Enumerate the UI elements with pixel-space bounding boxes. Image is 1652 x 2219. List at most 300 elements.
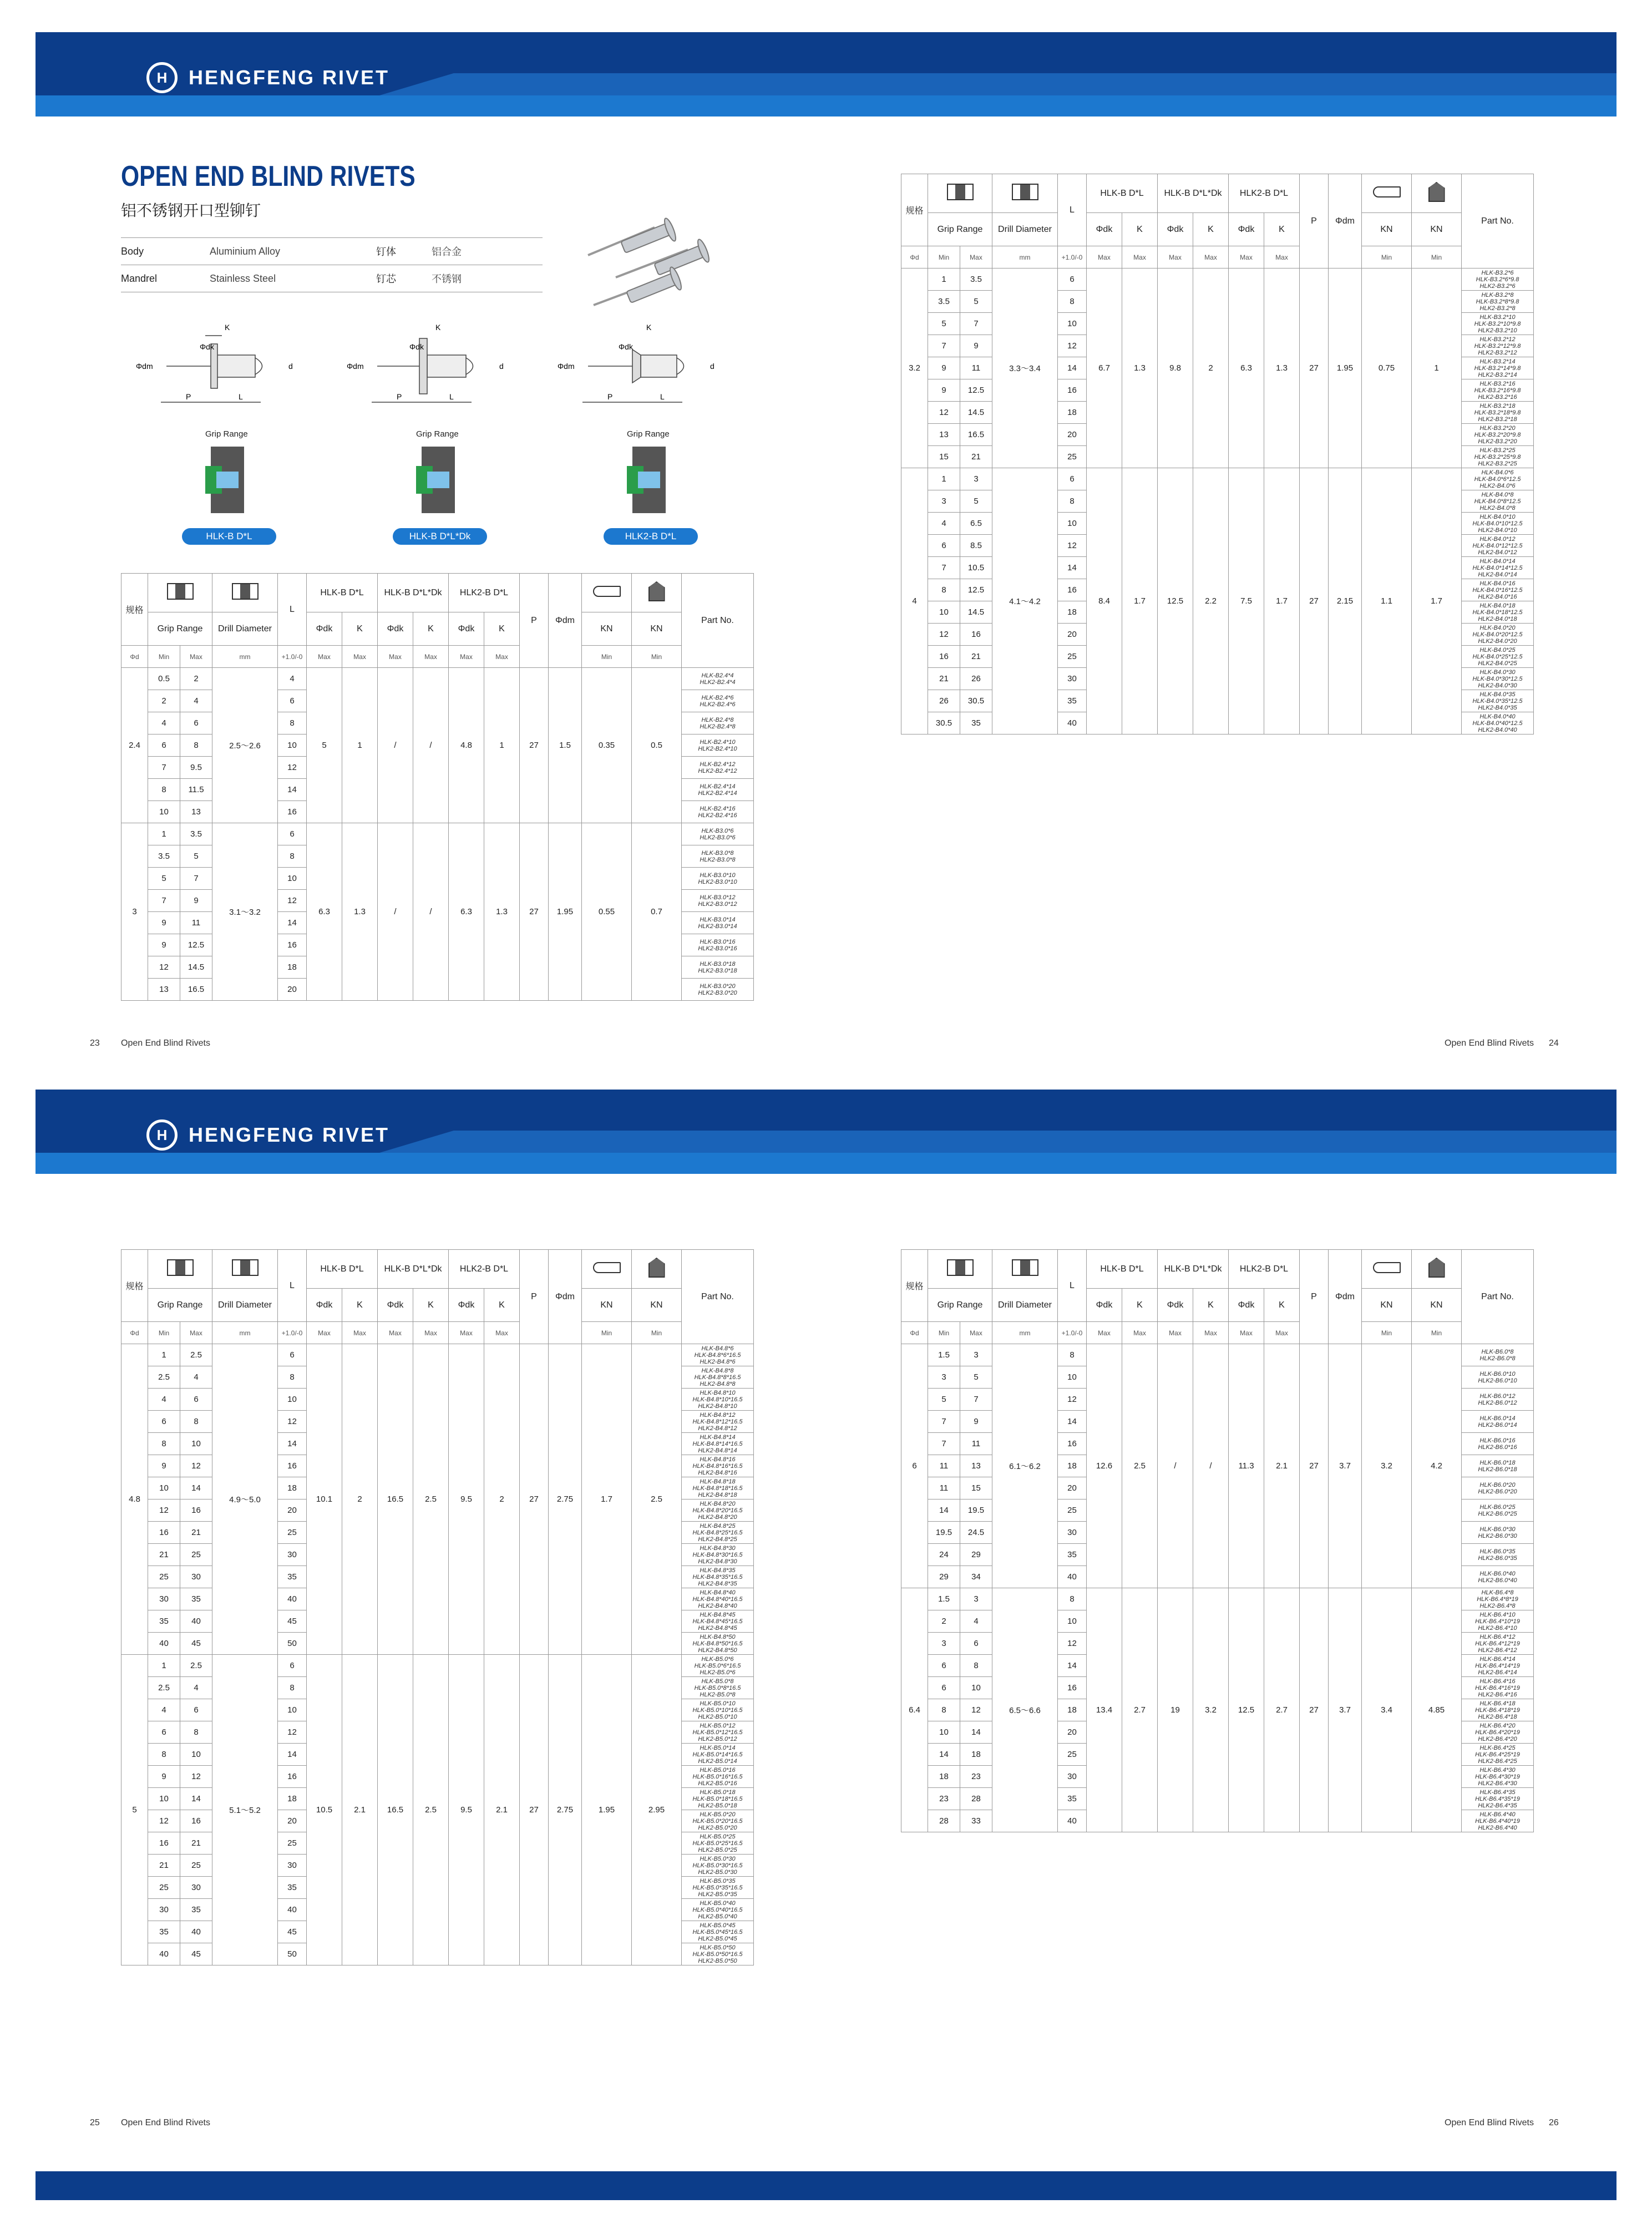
dk1-cell: 5 (307, 668, 342, 823)
header-max: Max (1122, 1322, 1158, 1344)
length-cell: 25 (278, 1832, 307, 1855)
part-number: HLK-B6.4*35 (1479, 1789, 1516, 1796)
length-cell: 6 (278, 690, 307, 712)
part-no-cell (682, 1721, 754, 1744)
part-number: HLK-B5.0*25 (700, 1833, 736, 1840)
part-number: HLK2-B4.0*14 (1478, 571, 1517, 578)
length-cell: 10 (278, 868, 307, 890)
length-cell: 12 (278, 1411, 307, 1433)
diameter-cell: 4 (901, 468, 928, 734)
grip-min-cell: 12 (148, 1810, 180, 1832)
grip-range-icon (148, 1250, 212, 1289)
part-number: HLK-B5.0*18*16.5 (692, 1795, 743, 1802)
part-number: HLK2-B3.2*8 (1479, 305, 1516, 312)
part-number: HLK-B6.4*12*19 (1475, 1640, 1520, 1647)
header-k: K (1264, 213, 1300, 246)
part-no-cell (1462, 1699, 1534, 1721)
length-cell: 8 (278, 712, 307, 734)
part-number: HLK-B4.8*8*16.5 (694, 1374, 741, 1381)
page-title: OPEN END BLIND RIVETS (121, 160, 415, 192)
grip-min-cell: 19.5 (928, 1522, 960, 1544)
part-no-cell (1462, 1721, 1534, 1744)
grip-min-cell: 1.5 (928, 1344, 960, 1366)
dim-l: L (239, 392, 243, 401)
second-banner (36, 1090, 1616, 1174)
shear-icon (582, 574, 632, 612)
grip-max-cell: 23 (960, 1766, 992, 1788)
dk1-cell: 13.4 (1087, 1588, 1122, 1832)
part-number: HLK2-B5.0*40 (698, 1913, 737, 1920)
part-number: HLK-B2.4*14 (700, 783, 736, 790)
part-number: HLK-B5.0*30*16.5 (692, 1862, 743, 1869)
grip-max-cell: 5 (960, 1366, 992, 1389)
part-number: HLK2-B4.0*8 (1479, 504, 1516, 511)
header-max: Max (449, 1322, 484, 1344)
length-cell: 16 (278, 801, 307, 823)
length-cell: 40 (1058, 1810, 1087, 1832)
grip-max-cell: 4 (180, 1366, 212, 1389)
grip-min-cell: 3.5 (148, 845, 180, 868)
part-number: HLK2-B3.2*6 (1479, 282, 1516, 290)
p-cell: 27 (520, 668, 549, 823)
grip-range-icon (928, 174, 992, 213)
spec-value-cn: 铝合金 (432, 246, 462, 257)
grip-max-cell: 14 (180, 1477, 212, 1499)
grip-max-cell: 16 (180, 1810, 212, 1832)
header-part-no: Part No. (1462, 174, 1534, 268)
grip-min-cell: 13 (928, 424, 960, 446)
part-number: HLK2-B5.0*50 (698, 1957, 737, 1964)
kn1-cell: 0.35 (582, 668, 632, 823)
part-number: HLK-B4.0*40 (1479, 713, 1516, 720)
grip-max-cell: 10 (180, 1433, 212, 1455)
dim-p: P (607, 392, 613, 401)
part-number: HLK-B3.2*12*9.8 (1474, 342, 1521, 349)
part-number: HLK-B5.0*40 (700, 1899, 736, 1907)
part-no-cell (1462, 1544, 1534, 1566)
length-cell: 50 (278, 1633, 307, 1655)
part-no-cell (1462, 1455, 1534, 1477)
part-number: HLK-B4.8*10 (700, 1389, 736, 1396)
part-no-cell (682, 712, 754, 734)
part-no-cell (682, 757, 754, 779)
part-number: HLK-B4.0*10*12.5 (1472, 520, 1523, 527)
dk3-cell: 9.5 (449, 1344, 484, 1655)
grip-max-cell: 2.5 (180, 1344, 212, 1366)
part-no-cell (1462, 1810, 1534, 1832)
length-cell: 8 (278, 1677, 307, 1699)
k1-cell: 2.5 (1122, 1344, 1158, 1588)
part-no-cell (1462, 1633, 1534, 1655)
part-number: HLK2-B4.8*35 (698, 1580, 737, 1587)
length-cell: 25 (1058, 1499, 1087, 1522)
part-number: HLK2-B6.0*14 (1478, 1421, 1517, 1428)
spec-key: Mandrel (121, 272, 158, 284)
table-row (121, 823, 754, 845)
part-number: HLK2-B4.8*20 (698, 1513, 737, 1521)
grip-min-cell: 12 (148, 956, 180, 979)
part-number: HLK2-B2.4*4 (700, 678, 736, 686)
part-number: HLK2-B4.8*16 (698, 1469, 737, 1476)
dim-phidk: Φdk (409, 342, 424, 351)
part-number: HLK-B5.0*8 (701, 1678, 734, 1685)
part-number: HLK2-B3.0*10 (698, 878, 737, 885)
kn1-cell: 1.95 (582, 1655, 632, 1965)
length-cell: 6 (278, 1655, 307, 1677)
grip-max-cell: 11 (960, 357, 992, 379)
header-phidm: Φdm (549, 574, 582, 668)
grip-min-cell: 3 (928, 490, 960, 513)
top-banner (36, 32, 1616, 116)
part-number: HLK-B4.8*6*16.5 (694, 1351, 741, 1359)
grip-max-cell: 40 (180, 1921, 212, 1943)
part-no-cell (682, 845, 754, 868)
part-number: HLK2-B6.4*18 (1478, 1713, 1517, 1720)
part-number: HLK2-B2.4*12 (698, 767, 737, 774)
header-kn: KN (1412, 1289, 1462, 1322)
header-max: Max (378, 646, 413, 668)
grip-max-cell: 6 (960, 1633, 992, 1655)
part-number: HLK2-B6.4*12 (1478, 1646, 1517, 1654)
header-min: Min (1412, 1322, 1462, 1344)
rivet-diagram-2 (338, 319, 521, 430)
grip-min-cell: 26 (928, 690, 960, 712)
length-cell: 25 (1058, 646, 1087, 668)
rivet-diagram-1 (128, 319, 311, 430)
grip-min-cell: 9 (928, 357, 960, 379)
grip-max-cell: 25 (180, 1544, 212, 1566)
dim-k: K (225, 323, 230, 332)
dk1-cell: 10.5 (307, 1655, 342, 1965)
grip-min-cell: 30.5 (928, 712, 960, 734)
header-max: Max (1229, 246, 1264, 268)
part-number: HLK2-B6.0*16 (1478, 1443, 1517, 1451)
part-number: HLK-B4.8*45 (700, 1611, 736, 1618)
part-no-cell (682, 890, 754, 912)
header-max: Max (1264, 246, 1300, 268)
part-number: HLK2-B6.4*16 (1478, 1691, 1517, 1698)
part-number: HLK2-B4.8*40 (698, 1602, 737, 1609)
part-number: HLK-B4.8*30 (700, 1544, 736, 1552)
part-number: HLK2-B3.0*16 (698, 945, 737, 952)
part-number: HLK-B4.0*35 (1479, 691, 1516, 698)
header-grip-range: Grip Range (928, 213, 992, 246)
length-cell: 18 (278, 1788, 307, 1810)
part-number: HLK2-B3.0*6 (700, 834, 736, 841)
part-number: HLK-B6.4*18 (1479, 1700, 1516, 1707)
part-no-cell (682, 934, 754, 956)
grip-min-cell: 6 (148, 1411, 180, 1433)
part-number: HLK-B5.0*16*16.5 (692, 1773, 743, 1780)
k3-cell: 1.3 (1264, 268, 1300, 468)
header-max: Max (1158, 246, 1193, 268)
part-number: HLK-B5.0*25*16.5 (692, 1840, 743, 1847)
length-cell: 30 (278, 1855, 307, 1877)
part-number: HLK2-B4.0*40 (1478, 726, 1517, 733)
dm-cell: 1.95 (1329, 268, 1362, 468)
grip-min-cell: 10 (148, 801, 180, 823)
part-number: HLK2-B3.0*20 (698, 989, 737, 996)
page-number-26: 26 (1549, 2118, 1559, 2127)
part-number: HLK-B4.8*40*16.5 (692, 1595, 743, 1603)
part-number: HLK2-B5.0*25 (698, 1846, 737, 1853)
part-no-cell (1462, 1744, 1534, 1766)
header-hlk-b: HLK-B D*L (1087, 174, 1158, 213)
part-number: HLK2-B5.0*30 (698, 1868, 737, 1876)
dk3-cell: 4.8 (449, 668, 484, 823)
grip-min-cell: 12 (928, 624, 960, 646)
diameter-cell: 2.4 (121, 668, 148, 823)
part-number: HLK-B3.2*18 (1479, 402, 1516, 409)
part-number: HLK-B4.8*12*16.5 (692, 1418, 743, 1425)
length-cell: 45 (278, 1610, 307, 1633)
part-no-cell (1462, 446, 1534, 468)
part-number: HLK-B4.8*14 (700, 1433, 736, 1441)
part-no-cell (682, 1744, 754, 1766)
part-no-cell (1462, 357, 1534, 379)
grip-min-cell: 11 (928, 1455, 960, 1477)
grip-min-cell: 5 (928, 1389, 960, 1411)
header-max: Max (307, 1322, 342, 1344)
k2-cell: 2.5 (413, 1655, 449, 1965)
dk1-cell: 10.1 (307, 1344, 342, 1655)
grip-min-cell: 3 (928, 1366, 960, 1389)
k1-cell: 2.1 (342, 1655, 378, 1965)
drill-diameter-icon (212, 1250, 278, 1289)
brand (146, 1119, 389, 1151)
kn2-cell: 0.7 (632, 823, 682, 1001)
part-number: HLK-B2.4*12 (700, 761, 736, 768)
part-no-cell (682, 1588, 754, 1610)
header-guige: 规格 (121, 574, 148, 646)
part-no-cell (682, 1877, 754, 1899)
header-part-no: Part No. (1462, 1250, 1534, 1344)
header-phidk: Φdk (1158, 213, 1193, 246)
part-no-cell (1462, 468, 1534, 490)
part-number: HLK2-B5.0*45 (698, 1935, 737, 1942)
part-number: HLK-B4.0*8 (1481, 491, 1514, 498)
grip-min-cell: 7 (148, 890, 180, 912)
length-cell: 14 (278, 912, 307, 934)
part-number: HLK2-B5.0*14 (698, 1757, 737, 1765)
header-max: Max (1087, 246, 1122, 268)
part-no-cell (1462, 668, 1534, 690)
grip-max-cell: 14.5 (180, 956, 212, 979)
header-p: P (520, 1250, 549, 1344)
spec-key-cn: 钉芯 (376, 273, 396, 285)
part-number: HLK-B5.0*18 (700, 1789, 736, 1796)
dk2-cell: 16.5 (378, 1344, 413, 1655)
part-number: HLK2-B4.0*10 (1478, 526, 1517, 534)
length-cell: 12 (278, 1721, 307, 1744)
part-number: HLK-B6.0*25 (1479, 1503, 1516, 1511)
header-k: K (1193, 213, 1229, 246)
dim-d: d (288, 362, 293, 371)
dm-cell: 1.95 (549, 823, 582, 1001)
grip-min-cell: 3 (928, 1633, 960, 1655)
part-number: HLK-B5.0*10*16.5 (692, 1706, 743, 1714)
grip-min-cell: 21 (148, 1544, 180, 1566)
material-spec (121, 237, 543, 292)
part-number: HLK-B4.0*35*12.5 (1472, 697, 1523, 705)
grip-max-cell: 14 (960, 1721, 992, 1744)
k1-cell: 1 (342, 668, 378, 823)
part-no-cell (682, 1655, 754, 1677)
k1-cell: 2.7 (1122, 1588, 1158, 1832)
table-row (901, 268, 1534, 291)
grip-min-cell: 4 (148, 1389, 180, 1411)
header-min: Min (148, 646, 180, 668)
part-number: HLK-B5.0*40*16.5 (692, 1906, 743, 1913)
part-number: HLK2-B6.4*40 (1478, 1824, 1517, 1831)
shear-icon (1362, 1250, 1412, 1289)
part-no-cell (1462, 624, 1534, 646)
drill-cell: 4.9～5.0 (212, 1344, 278, 1655)
p-cell: 27 (520, 1655, 549, 1965)
part-no-cell (682, 1389, 754, 1411)
grip-min-cell: 1.5 (928, 1588, 960, 1610)
k3-cell: 2.7 (1264, 1588, 1300, 1832)
diameter-cell: 3 (121, 823, 148, 1001)
length-cell: 4 (278, 668, 307, 690)
drill-diameter-icon (212, 574, 278, 612)
part-no-cell (1462, 1499, 1534, 1522)
table-row (121, 1344, 754, 1366)
header-tolerance: +1.0/-0 (278, 1322, 307, 1344)
part-number: HLK-B4.8*50 (700, 1633, 736, 1640)
part-no-cell (682, 1544, 754, 1566)
length-cell: 8 (278, 1366, 307, 1389)
part-number: HLK-B6.0*16 (1479, 1437, 1516, 1444)
part-no-cell (1462, 313, 1534, 335)
header-min: Min (582, 646, 632, 668)
k2-cell: / (413, 823, 449, 1001)
grip-min-cell: 7 (928, 557, 960, 579)
part-number: HLK-B4.0*25*12.5 (1472, 653, 1523, 660)
length-cell: 10 (278, 1699, 307, 1721)
header-hlk2-b: HLK2-B D*L (449, 1250, 520, 1289)
header-min: Min (148, 1322, 180, 1344)
spec-value: Stainless Steel (210, 272, 276, 284)
header-tolerance: +1.0/-0 (1058, 1322, 1087, 1344)
spec-key: Body (121, 245, 144, 257)
header-p: P (1300, 174, 1329, 268)
part-number: HLK-B5.0*35 (700, 1877, 736, 1884)
kn2-cell: 4.2 (1412, 1344, 1462, 1588)
header-hlk-b: HLK-B D*L (1087, 1250, 1158, 1289)
part-number: HLK-B4.8*20 (700, 1500, 736, 1507)
part-number: HLK-B5.0*50*16.5 (692, 1951, 743, 1958)
grip-min-cell: 14 (928, 1744, 960, 1766)
length-cell: 16 (1058, 1677, 1087, 1699)
part-no-cell (1462, 535, 1534, 557)
header-hlk-b: HLK-B D*L (307, 1250, 378, 1289)
length-cell: 35 (1058, 1788, 1087, 1810)
header-hlk-b: HLK-B D*L (307, 574, 378, 612)
part-no-cell (682, 1943, 754, 1965)
drill-diameter-icon (992, 174, 1058, 213)
grip-min-cell: 0.5 (148, 668, 180, 690)
grip-max-cell: 2 (180, 668, 212, 690)
header-kn: KN (1362, 1289, 1412, 1322)
part-number: HLK-B3.0*6 (701, 827, 734, 834)
grip-min-cell: 18 (928, 1766, 960, 1788)
grip-max-cell: 12.5 (960, 579, 992, 601)
part-no-cell (1462, 646, 1534, 668)
grip-max-cell: 25 (180, 1855, 212, 1877)
part-no-cell (682, 1810, 754, 1832)
dm-cell: 2.75 (549, 1655, 582, 1965)
part-number: HLK-B4.0*18*12.5 (1472, 609, 1523, 616)
grip-min-cell: 12 (148, 1499, 180, 1522)
length-cell: 8 (278, 845, 307, 868)
part-number: HLK2-B5.0*12 (698, 1735, 737, 1742)
part-no-cell (1462, 712, 1534, 734)
grip-min-cell: 25 (148, 1877, 180, 1899)
part-number: HLK2-B4.8*25 (698, 1536, 737, 1543)
part-number: HLK-B4.0*6*12.5 (1474, 475, 1521, 483)
dk1-cell: 8.4 (1087, 468, 1122, 734)
grip-label-2: Grip Range (416, 429, 459, 439)
part-number: HLK2-B6.0*10 (1478, 1377, 1517, 1384)
dim-l: L (660, 392, 665, 401)
part-no-cell (1462, 424, 1534, 446)
grip-min-cell: 6 (148, 734, 180, 757)
spec-table-p24 (901, 174, 1534, 734)
part-no-cell (1462, 1677, 1534, 1699)
part-no-cell (682, 1699, 754, 1721)
grip-max-cell: 24.5 (960, 1522, 992, 1544)
rivet-photo-image (577, 211, 727, 311)
grip-max-cell: 4 (180, 1677, 212, 1699)
grip-min-cell: 16 (148, 1832, 180, 1855)
header-hlk-b-dk: HLK-B D*L*Dk (1158, 1250, 1229, 1289)
part-number: HLK2-B2.4*10 (698, 745, 737, 752)
part-number: HLK2-B3.0*12 (698, 900, 737, 908)
grip-min-cell: 35 (148, 1610, 180, 1633)
part-number: HLK-B6.4*10*19 (1475, 1618, 1520, 1625)
grip-max-cell: 3 (960, 1588, 992, 1610)
part-no-cell (682, 1455, 754, 1477)
p-cell: 27 (1300, 1588, 1329, 1832)
grip-min-cell: 10 (148, 1477, 180, 1499)
rivet-diagram-3 (549, 319, 732, 430)
grip-max-cell: 9.5 (180, 757, 212, 779)
length-cell: 20 (278, 979, 307, 1001)
length-cell: 10 (1058, 513, 1087, 535)
part-number: HLK2-B2.4*6 (700, 701, 736, 708)
part-number: HLK-B4.0*30 (1479, 668, 1516, 676)
part-number: HLK-B5.0*10 (700, 1700, 736, 1707)
grip-max-cell: 13 (960, 1455, 992, 1477)
grip-min-cell: 8 (928, 1699, 960, 1721)
dim-phidm: Φdm (136, 362, 153, 371)
part-number: HLK2-B5.0*10 (698, 1713, 737, 1720)
header-min: Min (928, 1322, 960, 1344)
length-cell: 20 (1058, 424, 1087, 446)
header-kn: KN (582, 612, 632, 646)
length-cell: 30 (278, 1544, 307, 1566)
part-number: HLK2-B3.0*18 (698, 967, 737, 974)
part-number: HLK-B6.4*25 (1479, 1744, 1516, 1751)
part-number: HLK2-B3.2*18 (1478, 416, 1517, 423)
part-number: HLK-B3.2*25*9.8 (1474, 453, 1521, 460)
drill-cell: 3.1～3.2 (212, 823, 278, 1001)
header-drill-diameter: Drill Diameter (212, 1289, 278, 1322)
diameter-cell: 6 (901, 1344, 928, 1588)
part-number: HLK-B4.8*6 (701, 1345, 734, 1352)
header-max: Max (484, 1322, 520, 1344)
